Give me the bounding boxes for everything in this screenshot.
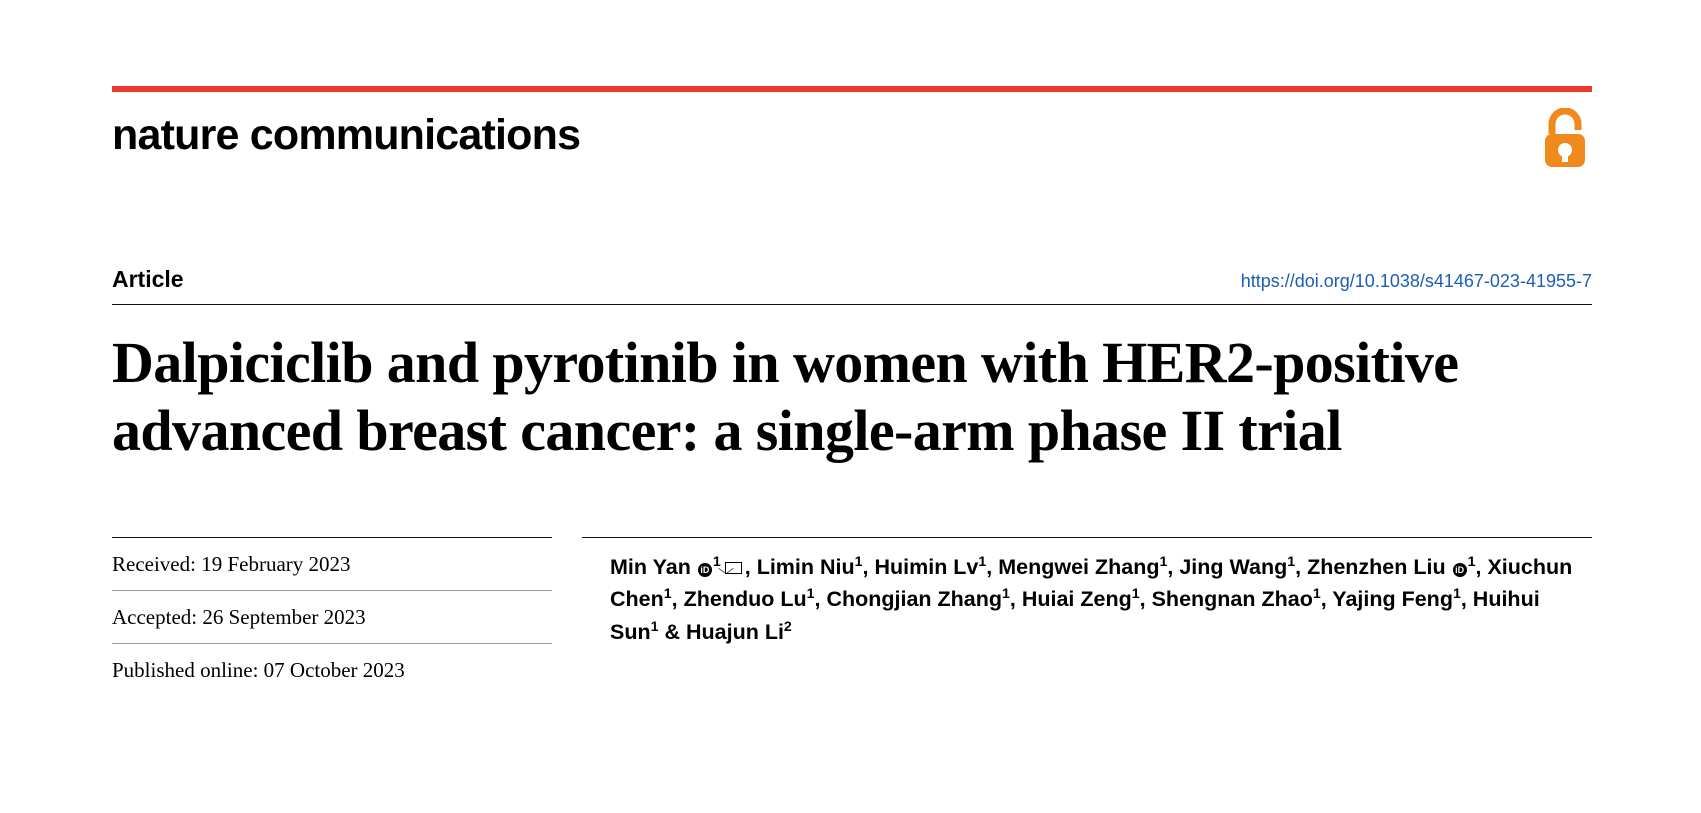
affiliation-marker: 1 (1131, 586, 1140, 603)
author-name[interactable]: Huajun Li (685, 620, 784, 645)
journal-name: nature communications (112, 111, 581, 159)
top-accent-rule (112, 86, 1592, 92)
author-name[interactable]: Shengnan Zhao (1151, 587, 1313, 612)
affiliation-marker: 1 (712, 553, 721, 570)
affiliation-marker: 1 (650, 618, 659, 635)
author-name[interactable]: Chongjian Zhang (826, 587, 1002, 612)
affiliation-marker: 1 (1159, 553, 1168, 570)
author-name[interactable]: Zhenduo Lu (683, 587, 807, 612)
article-header-row (112, 266, 1592, 305)
affiliation-marker: 1 (1312, 586, 1321, 603)
author-name[interactable]: Xiuchun Chen (610, 554, 1573, 612)
author-name[interactable]: Huihui Sun (610, 587, 1540, 645)
author-name[interactable]: Jing Wang (1179, 554, 1288, 579)
accepted-date: Accepted: 26 September 2023 (112, 590, 552, 643)
author-name[interactable]: Mengwei Zhang (998, 554, 1160, 579)
published-date: Published online: 07 October 2023 (112, 643, 552, 696)
orcid-icon[interactable]: iD (698, 563, 712, 577)
author-name[interactable]: Min Yan (610, 554, 691, 579)
author-name[interactable]: Limin Niu (756, 554, 855, 579)
authors-column (582, 537, 1592, 697)
affiliation-marker: 1 (806, 586, 815, 603)
open-access-icon (1538, 108, 1592, 170)
author-name[interactable]: Yajing Feng (1332, 587, 1453, 612)
author-name[interactable]: Huiai Zeng (1021, 587, 1132, 612)
doi-link[interactable]: https://doi.org/10.1038/s41467-023-41955-7 (1240, 271, 1592, 291)
author-name[interactable]: Huimin Lv (874, 554, 979, 579)
article-type-label: Article (112, 266, 184, 292)
affiliation-marker: 1 (978, 553, 987, 570)
author-list: Min Yan $iD^1$ , Limin Niu$^1$, Huimin Lv$^1$, Mengwei Zhang$^1$, Jing Wang$^1$, Zhenzhen Liu $iD^1$, Xiuchun Chen$^1$, Zhenduo Lu$^1$, Chongjian Zhang$^1$, Huiai Zeng$^1$, Shengnan Zhao$^1$, Yajing Feng$^1$, Huihui Sun$^1$ & Huajun Li$^2$ (610, 553, 1573, 645)
affiliation-marker: 1 (1452, 586, 1461, 603)
metadata-area (112, 537, 1592, 697)
author-name[interactable]: Zhenzhen Liu (1307, 554, 1446, 579)
affiliation-marker: 1 (1467, 553, 1476, 570)
received-date: Received: 19 February 2023 (112, 537, 552, 590)
dates-column (112, 537, 582, 697)
journal-masthead (112, 111, 1592, 184)
affiliation-marker: 1 (854, 553, 863, 570)
affiliation-marker: 2 (783, 618, 792, 635)
orcid-icon[interactable]: iD (1453, 563, 1467, 577)
email-icon[interactable] (725, 562, 742, 574)
affiliation-marker: 1 (1287, 553, 1296, 570)
page-title: Dalpiciclib and pyrotinib in women with HER2-positive advanced breast cancer: a single-arm phase II trial (112, 330, 1459, 463)
affiliation-marker: 1 (1002, 586, 1010, 603)
affiliation-marker: 1 (663, 586, 672, 603)
page-content (112, 0, 1592, 696)
